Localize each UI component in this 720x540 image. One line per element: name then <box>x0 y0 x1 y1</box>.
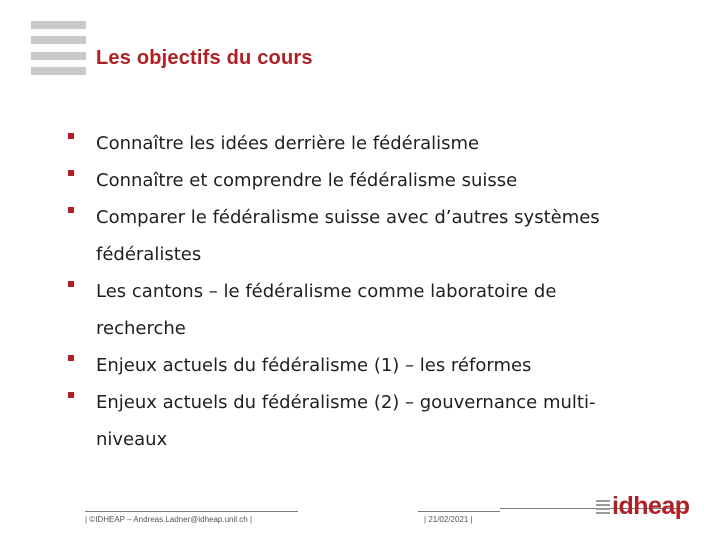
bullet-item <box>67 199 687 273</box>
footer-separator: | <box>424 515 427 524</box>
bullet-item <box>67 384 687 458</box>
footer-separator: | <box>470 515 473 524</box>
footer-author-text: ©IDHEAP – Andreas.Ladner@idheap.unil.ch <box>89 515 248 524</box>
footer-date-text: 21/02/2021 <box>428 515 469 524</box>
footer-separator: | <box>85 515 88 524</box>
idheap-logo <box>596 492 691 524</box>
bullet-text: Connaître les idées derrière le fédéralisme <box>96 133 480 154</box>
bullet-item <box>67 162 687 199</box>
square-bullet-icon <box>68 207 74 213</box>
square-bullet-icon <box>68 392 74 398</box>
footer-author <box>85 515 252 524</box>
bullet-text: Les cantons – le fédéralisme comme laboratoire de <box>96 281 557 302</box>
square-bullet-icon <box>68 355 74 361</box>
bullet-text-continuation: niveaux <box>96 429 168 450</box>
bullet-text: Comparer le fédéralisme suisse avec d’autres systèmes <box>96 207 600 228</box>
logo-wordmark: idheap <box>612 492 690 520</box>
bullet-item <box>67 273 687 347</box>
bullet-text-continuation: recherche <box>96 318 186 339</box>
square-bullet-icon <box>68 281 74 287</box>
footer-divider-left <box>85 511 298 512</box>
bullet-text: Enjeux actuels du fédéralisme (2) – gouvernance multi- <box>96 392 596 413</box>
bullet-text: Enjeux actuels du fédéralisme (1) – les réformes <box>96 355 532 376</box>
footer-date <box>424 515 473 524</box>
square-bullet-icon <box>68 133 74 139</box>
menu-hamburger-icon[interactable] <box>31 21 86 75</box>
footer-divider-right <box>418 511 500 512</box>
square-bullet-icon <box>68 170 74 176</box>
bullet-list <box>67 125 687 458</box>
bullet-item <box>67 125 687 162</box>
logo-stripes-icon <box>596 500 610 514</box>
bullet-text: Connaître et comprendre le fédéralisme suisse <box>96 170 518 191</box>
bullet-item <box>67 347 687 384</box>
slide-title: Les objectifs du cours <box>96 47 313 69</box>
bullet-text-continuation: fédéralistes <box>96 244 202 265</box>
footer-separator: | <box>249 515 253 524</box>
